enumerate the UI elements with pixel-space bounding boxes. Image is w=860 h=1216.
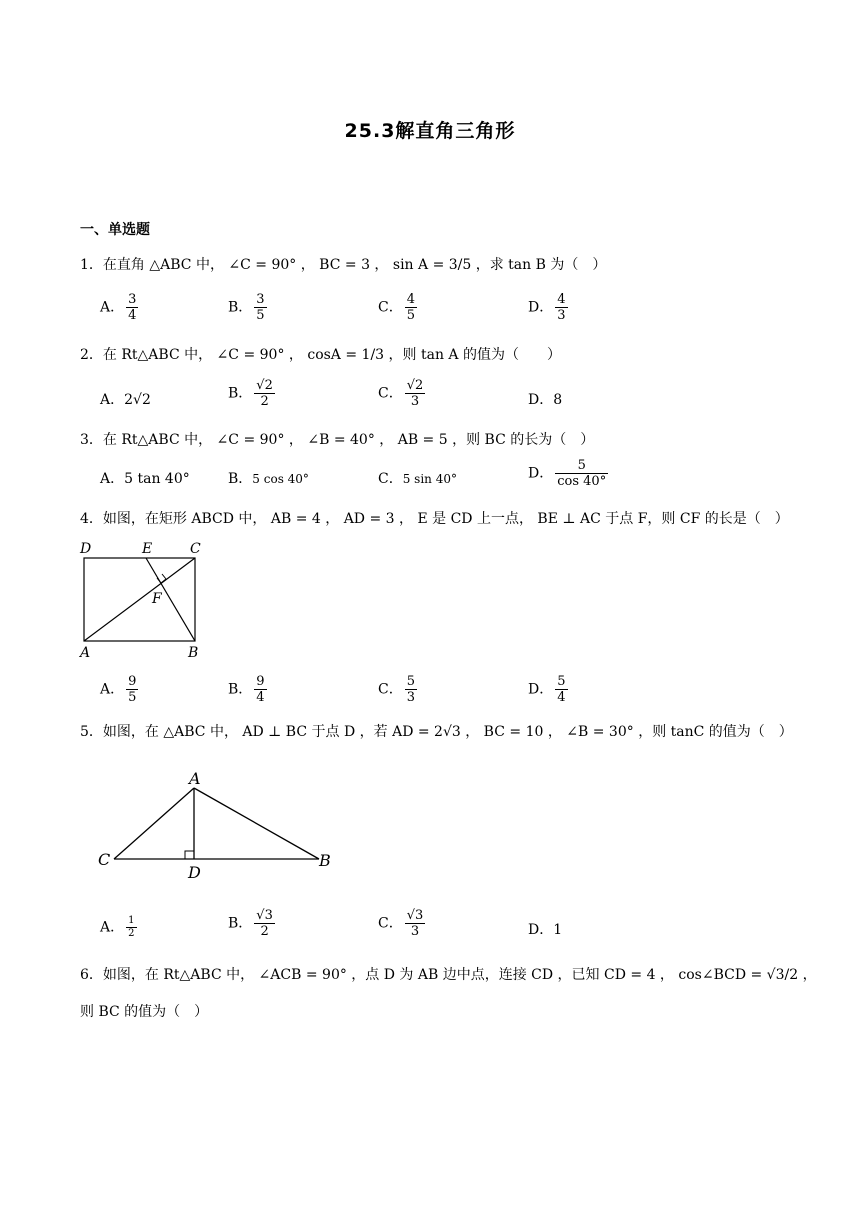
- question-1: [80, 254, 606, 274]
- q1-option-c[interactable]: C． $\frac{4}{5}$: [378, 292, 415, 323]
- q3-option-d[interactable]: D． $\frac{5}{\cos 40^\circ}$: [528, 458, 607, 489]
- question-4-text: 4．如图，在矩形 ABCD 中， AB = 4 ， AD = 3 ， E 是 CD 上一点， BE ⊥ AC 于点 F，则 CF 的长是（ ）: [80, 511, 789, 527]
- q4-option-a[interactable]: A． $\frac{9}{5}$: [100, 674, 137, 705]
- question-4: [80, 508, 789, 528]
- q5-option-d[interactable]: D．1: [528, 922, 563, 938]
- label-f: F: [152, 591, 162, 607]
- q3-option-c[interactable]: C．5 sin 40°: [378, 471, 457, 487]
- section-heading: 一、单选题: [80, 222, 150, 238]
- diagonal-ac: [84, 558, 195, 641]
- q4-option-d[interactable]: D． $\frac{5}{4}$: [528, 674, 566, 705]
- question-6-line-2: 则 BC 的值为（ ）: [80, 1004, 209, 1020]
- question-6-continued: [80, 1001, 208, 1021]
- q2-option-b[interactable]: B． $\frac{√2}{2}$: [228, 378, 273, 409]
- question-2: [80, 344, 561, 364]
- q1-option-b[interactable]: B． $\frac{3}{5}$: [228, 292, 265, 323]
- q1-option-a[interactable]: A． $\frac{3}{4}$: [100, 292, 137, 323]
- label-e: E: [142, 541, 153, 557]
- segment-ab: [194, 788, 319, 859]
- rectangle-figure: [74, 536, 214, 664]
- q3-option-a[interactable]: A．5 tan 40°: [100, 471, 190, 487]
- q5-option-c[interactable]: C． $\frac{√3}{3}$: [378, 908, 424, 939]
- label-d: D: [188, 863, 201, 882]
- question-6: [80, 964, 817, 984]
- page-title: 25.3解直角三角形: [344, 120, 516, 142]
- label-b: B: [319, 851, 331, 870]
- right-angle-mark-d: [185, 851, 194, 859]
- q2-option-a[interactable]: A．2√2: [100, 392, 151, 408]
- q2-option-d[interactable]: D．8: [528, 392, 563, 408]
- question-6-line-1: 6．如图，在 Rt△ABC 中， ∠ACB = 90° ，点 D 为 AB 边中点，连接 CD ，已知 CD = 4 ， cos∠BCD = √3/2 ，: [80, 967, 817, 983]
- q5-option-b[interactable]: B． $\frac{√3}{2}$: [228, 908, 273, 939]
- segment-ca: [114, 788, 194, 859]
- label-a: A: [80, 645, 91, 661]
- triangle-figure: [94, 766, 344, 884]
- label-c: C: [98, 850, 111, 869]
- q3-option-b[interactable]: B．5 cos 40°: [228, 471, 309, 487]
- question-1-text: 1．在直角 △ABC 中， ∠C = 90° ， BC = 3 ， sin A = 3/5 ，求 tan B 为（ ）: [80, 257, 607, 273]
- label-d: D: [80, 541, 92, 557]
- q1-option-d[interactable]: D． $\frac{4}{3}$: [528, 292, 566, 323]
- q4-option-b[interactable]: B． $\frac{9}{4}$: [228, 674, 265, 705]
- question-3-text: 3．在 Rt△ABC 中， ∠C = 90° ， ∠B = 40° ， AB = 5 ，则 BC 的长为（ ）: [80, 432, 595, 448]
- question-5: [80, 721, 793, 741]
- label-b: B: [188, 645, 199, 661]
- question-2-text: 2．在 Rt△ABC 中， ∠C = 90° ， cosA = 1/3 ，则 tan A 的值为（ ）: [80, 347, 561, 363]
- question-5-text: 5．如图，在 △ABC 中， AD ⊥ BC 于点 D ，若 AD = 2√3 ， BC = 10 ， ∠B = 30° ，则 tanC 的值为（ ）: [80, 724, 793, 740]
- question-3: [80, 429, 594, 449]
- q2-option-c[interactable]: C． $\frac{√2}{3}$: [378, 378, 424, 409]
- label-a: A: [189, 769, 201, 788]
- q4-option-c[interactable]: C． $\frac{5}{3}$: [378, 674, 415, 705]
- label-c: C: [190, 541, 201, 557]
- q5-option-a[interactable]: A． $\frac{1}{2}$: [100, 915, 135, 939]
